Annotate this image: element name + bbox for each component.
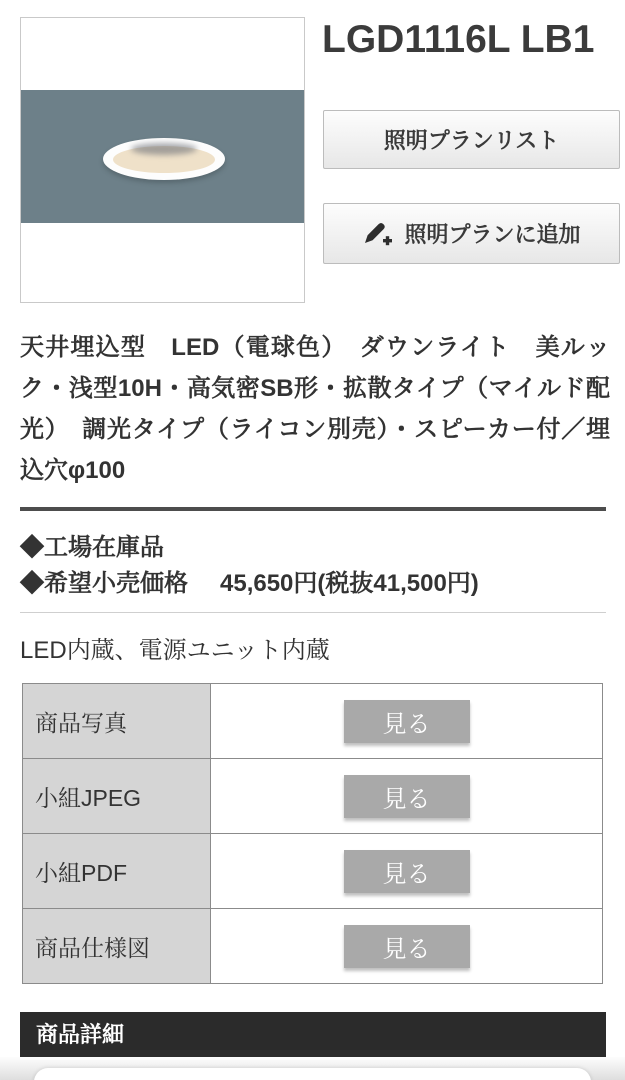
bottom-strip — [0, 1057, 625, 1080]
divider — [20, 507, 606, 511]
row-label-spec-drawing: 商品仕様図 — [23, 909, 211, 984]
row-label-product-photo: 商品写真 — [23, 684, 211, 759]
divider — [20, 612, 606, 613]
downloads-table — [22, 683, 603, 984]
view-button-product-photo[interactable]: 見る — [344, 700, 470, 743]
row-label-jpeg: 小組JPEG — [23, 759, 211, 834]
product-title: LGD1116L LB1 — [322, 18, 595, 61]
downlight-fixture — [103, 138, 225, 180]
row-label-pdf: 小組PDF — [23, 834, 211, 909]
table-row — [23, 684, 603, 759]
add-to-lighting-plan-button[interactable] — [323, 203, 620, 264]
built-in-note: LED内蔵、電源ユニット内蔵 — [20, 637, 330, 664]
view-button-pdf[interactable]: 見る — [344, 850, 470, 893]
price-value: 45,650円(税抜41,500円) — [220, 570, 479, 597]
downlight-shadow — [131, 143, 197, 155]
next-section-card — [34, 1068, 591, 1080]
view-button-spec-drawing[interactable]: 見る — [344, 925, 470, 968]
row-action-cell — [211, 684, 603, 759]
price-label: ◆希望小売価格 — [20, 570, 188, 597]
lighting-plan-list-button[interactable] — [323, 110, 620, 169]
view-button-jpeg[interactable]: 見る — [344, 775, 470, 818]
pencil-plus-icon — [362, 220, 392, 247]
product-description: 天井埋込型 LED（電球色） ダウンライト 美ルック・浅型10H・高気密SB形・拡散タイプ（マイルド配光） 調光タイプ（ライコン別売）・スピーカー付／埋込穴φ100 — [20, 334, 610, 484]
price-line — [20, 563, 479, 598]
product-photo — [20, 17, 305, 303]
lighting-plan-list-label: 照明プランリスト — [383, 128, 560, 153]
product-details-header: 商品詳細 — [20, 1012, 606, 1057]
row-action-cell — [211, 909, 603, 984]
add-to-lighting-plan-label: 照明プランに追加 — [404, 222, 581, 247]
stock-note: ◆工場在庫品 — [20, 534, 164, 561]
table-row — [23, 909, 603, 984]
row-action-cell — [211, 834, 603, 909]
table-row — [23, 834, 603, 909]
table-row — [23, 759, 603, 834]
row-action-cell — [211, 759, 603, 834]
